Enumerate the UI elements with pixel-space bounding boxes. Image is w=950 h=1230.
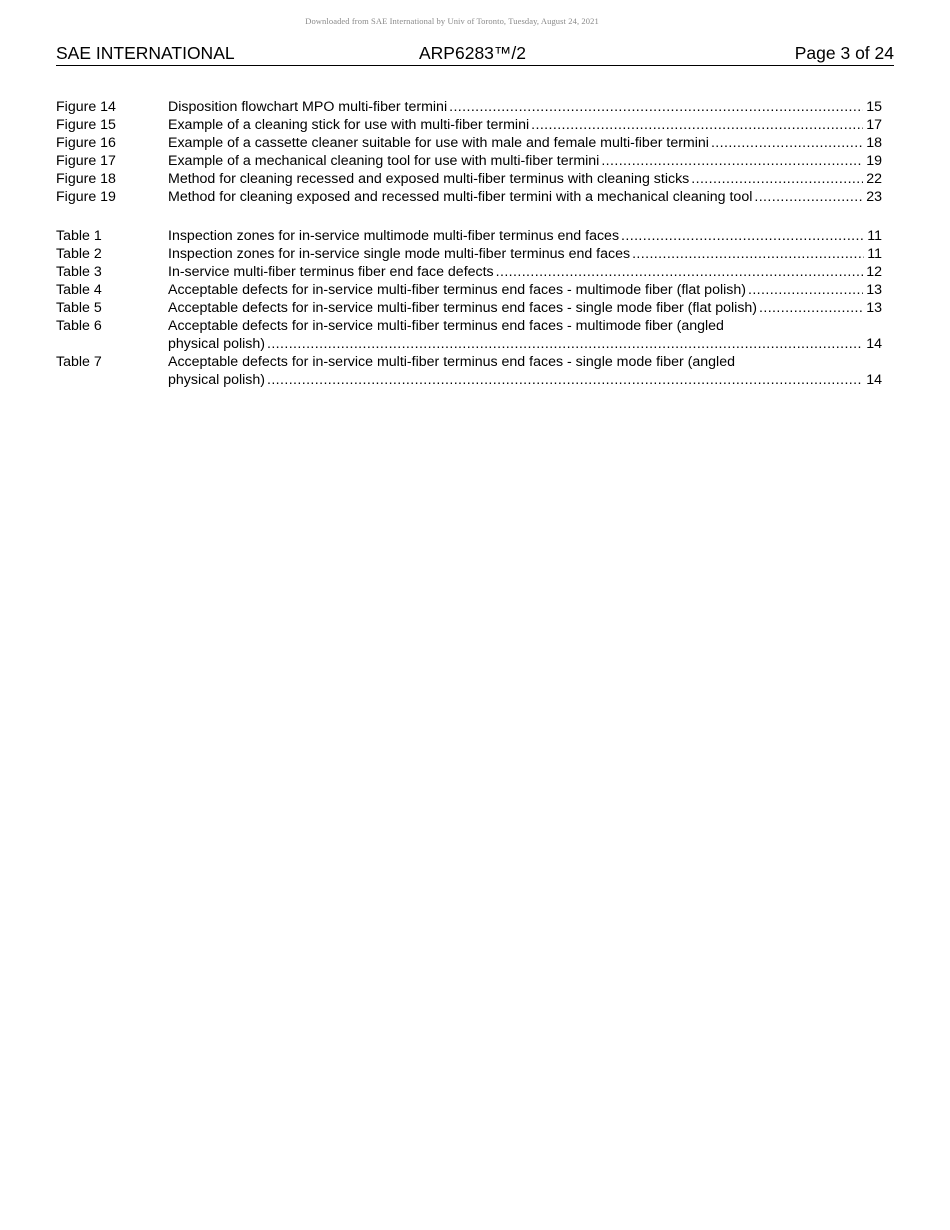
toc-entry-label: Figure 17 (56, 153, 116, 169)
toc-entry-label: Table 2 (56, 246, 102, 262)
toc-entry-table-1[interactable] (56, 227, 882, 245)
dot-leader (265, 371, 863, 389)
toc-entry-label: Table 4 (56, 282, 102, 298)
toc-entry-title: Example of a cassette cleaner suitable for use with male and female multi-fiber termini (168, 135, 709, 151)
toc-entry-label: Figure 19 (56, 189, 116, 205)
toc-entry-page: 13 (866, 300, 882, 316)
list-of-tables (56, 227, 882, 389)
toc-entry-table-3[interactable] (56, 263, 882, 281)
dot-leader (529, 116, 863, 134)
dot-leader (494, 263, 864, 281)
toc-entry-figure-19[interactable] (56, 188, 882, 206)
toc-entry-title: Acceptable defects for in-service multi-fiber terminus end faces - single mode fiber (flat polish) (168, 300, 758, 316)
header-organization: SAE INTERNATIONAL (56, 43, 235, 63)
toc-entry-figure-17[interactable] (56, 152, 882, 170)
toc-entry-page: 17 (866, 117, 882, 133)
dot-leader (447, 98, 863, 116)
toc-entry-label: Table 1 (56, 228, 102, 244)
toc-entry-label: Figure 18 (56, 171, 116, 187)
dot-leader (689, 170, 863, 188)
toc-entry-page: 13 (866, 282, 882, 298)
toc-entry-title: Inspection zones for in-service multimode multi-fiber terminus end faces (168, 228, 620, 244)
toc-entry-title: Method for cleaning recessed and exposed multi-fiber terminus with cleaning sticks (168, 171, 690, 187)
toc-entry-table-6[interactable] (56, 317, 882, 353)
toc-entry-label: Figure 16 (56, 135, 116, 151)
toc-entry-title: Acceptable defects for in-service multi-fiber terminus end faces - multimode fiber (angled (168, 318, 724, 334)
toc-entry-table-7[interactable] (56, 353, 882, 389)
toc-entry-label: Table 5 (56, 300, 102, 316)
toc-entry-title-continued: physical polish) (168, 372, 265, 388)
toc-entry-title: Disposition flowchart MPO multi-fiber termini (168, 99, 448, 115)
toc-entry-table-5[interactable] (56, 299, 882, 317)
header-page-number: Page 3 of 24 (794, 43, 894, 63)
toc-entry-table-4[interactable] (56, 281, 882, 299)
toc-entry-page: 14 (866, 372, 882, 388)
toc-entry-figure-16[interactable] (56, 134, 882, 152)
toc-entry-page: 11 (867, 246, 882, 262)
toc-entry-label: Table 6 (56, 318, 102, 334)
header-document-id: ARP6283™/2 (419, 43, 527, 63)
toc-entry-page: 14 (866, 336, 882, 352)
dot-leader (630, 245, 864, 263)
toc-entry-page: 22 (866, 171, 882, 187)
toc-entry-figure-15[interactable] (56, 116, 882, 134)
dot-leader (709, 134, 863, 152)
toc-entry-title: Acceptable defects for in-service multi-fiber terminus end faces - single mode fiber (angled (168, 354, 735, 370)
dot-leader (265, 335, 863, 353)
download-watermark: Downloaded from SAE International by Univ of Toronto, Tuesday, August 24, 2021 (305, 16, 599, 26)
toc-entry-title: In-service multi-fiber terminus fiber end face defects (168, 264, 494, 280)
toc-entry-label: Figure 14 (56, 99, 116, 115)
dot-leader (757, 299, 863, 317)
toc-entry-figure-14[interactable] (56, 98, 882, 116)
toc-entry-title: Method for cleaning exposed and recessed multi-fiber termini with a mechanical cleaning tool (168, 189, 753, 205)
toc-entry-page: 11 (867, 228, 882, 244)
toc-entry-label: Table 3 (56, 264, 102, 280)
toc-entry-label: Figure 15 (56, 117, 116, 133)
list-of-figures (56, 98, 882, 206)
dot-leader (752, 188, 863, 206)
toc-entry-page: 18 (866, 135, 882, 151)
toc-entry-figure-18[interactable] (56, 170, 882, 188)
toc-entry-page: 12 (866, 264, 882, 280)
dot-leader (619, 227, 864, 245)
toc-entry-table-2[interactable] (56, 245, 882, 263)
toc-entry-page: 15 (866, 99, 882, 115)
toc-entry-page: 19 (866, 153, 882, 169)
toc-entry-title-continued: physical polish) (168, 336, 265, 352)
toc-entry-title: Example of a cleaning stick for use with multi-fiber termini (168, 117, 530, 133)
toc-entry-title: Inspection zones for in-service single mode multi-fiber terminus end faces (168, 246, 631, 262)
page-header (56, 43, 894, 66)
dot-leader (599, 152, 863, 170)
toc-entry-label: Table 7 (56, 354, 102, 370)
dot-leader (746, 281, 863, 299)
toc-entry-title: Example of a mechanical cleaning tool for use with multi-fiber termini (168, 153, 600, 169)
toc-entry-page: 23 (866, 189, 882, 205)
toc-entry-title: Acceptable defects for in-service multi-fiber terminus end faces - multimode fiber (flat polish) (168, 282, 746, 298)
